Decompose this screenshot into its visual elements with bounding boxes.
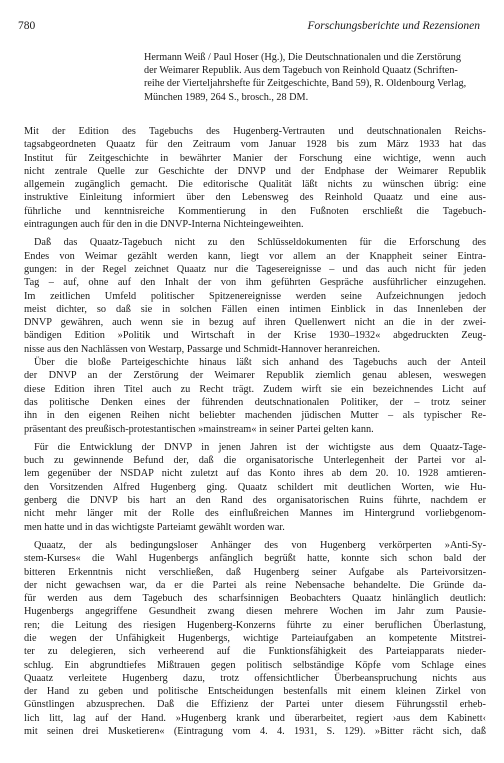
- text-line: DNVP gewähren, auch wenn sie in bezug auf ihren Quellenwert nicht an die in der zwei-: [24, 317, 486, 329]
- text-line: nicht mehr länger mit der Rolle des einflußreichen Mannes im Hintergrund vorliebgenom-: [24, 508, 486, 520]
- text-line: Endes von Weimar gezählt werden kann, liegt vor allem an der Knappheit seiner Eintra-: [24, 250, 486, 262]
- text-line: eintragungen auch für den in die DNVP-Interna Nichteingeweihten.: [24, 219, 304, 231]
- citation-line: reihe der Vierteljahrshefte für Zeitgeschichte, Band 59), R. Oldenbourg Verlag,: [144, 78, 467, 90]
- text-line: bändigen Edition »Politik und Wirtschaft in der Krise 1930–1932« abgedruckten Zeug-: [24, 330, 486, 342]
- page-number: 780: [18, 20, 36, 32]
- text-line: führliche und kenntnisreiche Kommentierung in den Fußnoten erschließt die Tagebuch-: [24, 205, 486, 217]
- text-line: allgemein zugänglich gemacht. Die editorische Qualität läßt nichts zu wünschen übrig: eine: [24, 179, 486, 191]
- text-line: tagsabgeordneten Quaatz für den Zeitraum vom Januar 1928 bis zum März 1933 hat das: [24, 139, 486, 151]
- paragraph: [24, 236, 486, 435]
- paragraph: [24, 125, 486, 231]
- text-line: meist dichter, so daß sie in solchen Fällen einen intimen Einblick in das Innenleben der: [24, 303, 486, 315]
- text-line: der nicht gewachsen war, da er die Partei als reine Nebensache behandelte. Die Gründe da-: [24, 579, 486, 591]
- page-header: [18, 20, 480, 36]
- text-line: buch zu gewinnende Befund der, daß die organisatorische Unterlegenheit der Partei vor al-: [24, 455, 486, 467]
- text-line: Quaatz, der als bedingungsloser Anhänger des von Hugenberg verkörperten »Anti-Sy-: [34, 539, 486, 551]
- text-line: den Vorsitzenden Alfred Hugenberg ging. Quaatz schildert mit deutlichen Worten, wie Hu-: [24, 481, 486, 493]
- text-line: präsentant des preußisch-protestantischen »mainstream« in seiner Partei gelten kann.: [24, 423, 374, 435]
- text-line: stem-Kurses« die Wahl Hugenbergs anfänglich begrüßt hatte, konnte sich schon bald der: [24, 553, 486, 565]
- text-line: Tag – auf, ohne auf den Inhalt der von ihm geführten Gespräche ausführlicher einzugehen.: [24, 277, 486, 289]
- text-line: mit seinen drei Musketieren« (Eintragung vom 4. 4. 1931, S. 129). »Bitter rächt sich, daß: [24, 726, 486, 738]
- text-line: für werden aus dem Tagebuch des scharfsinnigen Beobachters Quaatz hinlänglich deutlich:: [24, 593, 486, 605]
- text-line: genberg die DNVP bis hart an den Rand des organisatorischen Ruins führte, nachdem er: [24, 495, 486, 507]
- text-line: Quaatz verleitete Hugenberg dazu, trotz offensichtlicher Überbeanspruchung nichts aus: [24, 672, 486, 684]
- text-line: gungen: in der Regel zeichnet Quaatz nur die Tagesereignisse – und das auch nicht für jeden: [24, 263, 486, 275]
- text-line: Im zeitlichen Umfeld politischer Spitzenereignisse werden seine Aufzeichnungen jedoch: [24, 290, 486, 302]
- text-line: lich litt, lag auf der Hand. »Hugenberg krank und überarbeitet, regiert ›aus dem Kabinett‹: [24, 712, 486, 724]
- text-line: nicht zentrale Quelle zur Geschichte der DNVP und der Endphase der Weimarer Republik: [24, 165, 486, 177]
- text-line: schlug. Ein abgrundtiefes Mißtrauen gegen politisch selbständige Köpfe vom Schlage eines: [24, 659, 486, 671]
- text-line: die wegen der Unfähigkeit Hugenbergs, wichtige Parteiaufgaben an kompetente Mitstrei-: [24, 632, 486, 644]
- citation-line: der Weimarer Republik. Aus dem Tagebuch von Reinhold Quaatz (Schriften-: [144, 65, 458, 77]
- text-line: Für die Entwicklung der DNVP in jenen Jahren ist der wichtigste aus dem Quaatz-Tage-: [34, 441, 486, 453]
- text-line: ren; die Leitung des riesigen Hugenberg-Konzerns führte zu einer beruflichen Überlastung,: [24, 619, 486, 631]
- text-line: Günstlingen abzusprechen. Daß die Effizienz der Partei unter diesem Führungsstil erheb-: [24, 699, 486, 711]
- text-line: Daß das Quaatz-Tagebuch nicht zu den Schlüsseldokumenten für die Erforschung des: [34, 237, 486, 249]
- text-line: der DNVP an der Zerstörung der Weimarer Republik ziemlich genau ablesen, weswegen: [24, 370, 486, 382]
- text-line: Institut für Zeitgeschichte in bewährter Manier der Forschung eine wichtige, wenn auch: [24, 152, 486, 164]
- book-citation: [144, 51, 482, 104]
- paragraph: [24, 441, 486, 534]
- citation-line: München 1989, 264 S., brosch., 28 DM.: [144, 91, 309, 103]
- text-line: das politische Denken eines der führenden deutschnationalen Politiker, der – trotz seiner: [24, 396, 486, 408]
- text-line: nisse aus den Nachlässen von Westarp, Passarge und Schmidt-Hannover heranreichen.: [24, 343, 380, 355]
- text-line: Über die bloße Parteigeschichte hinaus läßt sich anhand des Tagebuchs auch der Anteil: [34, 357, 486, 369]
- review-body: [24, 125, 486, 743]
- text-line: ter zu delegieren, sich verheerend auf die Funktionsfähigkeit des Parteiapparats nieder-: [24, 646, 486, 658]
- text-line: bitteren Erkenntnis nicht verschließen, daß Hugenberg seiner Aufgabe als Parteivorsitzen-: [24, 566, 486, 578]
- text-line: ihn in den eigenen Reihen nicht beliebter machenden jüdischen Mutter – als typischer Re-: [24, 410, 486, 422]
- text-line: Hugenbergs angegriffene Gesundheit zwang diesen mehrere Wochen im Jahr zum Pausie-: [24, 606, 486, 618]
- running-title: Forschungsberichte und Rezensionen: [307, 20, 480, 32]
- text-line: men hatte und in das wichtigste Parteiamt gewählt worden war.: [24, 521, 285, 533]
- text-line: diese Edition ihren Titel auch zu Recht trägt. Zudem wirft sie ein bezeichnendes Licht auf: [24, 383, 486, 395]
- text-line: instruktive Einleitung informiert über den Lebensweg des Reinhold Quaatz und eine aus-: [24, 192, 486, 204]
- paragraph: [24, 539, 486, 738]
- text-line: der Hand zu geben und politische Entscheidungen bestenfalls mit einem kleinen Zirkel von: [24, 686, 486, 698]
- citation-line: Hermann Weiß / Paul Hoser (Hg.), Die Deutschnationalen und die Zerstörung: [144, 52, 461, 63]
- text-line: Mit der Edition des Tagebuchs des Hugenberg-Vertrauten und deutschnationalen Reichs-: [24, 126, 486, 137]
- text-line: lem gegenüber der NSDAP nicht zuletzt auf das Konto ihres ab dem 20. 10. 1928 amtieren-: [24, 468, 486, 480]
